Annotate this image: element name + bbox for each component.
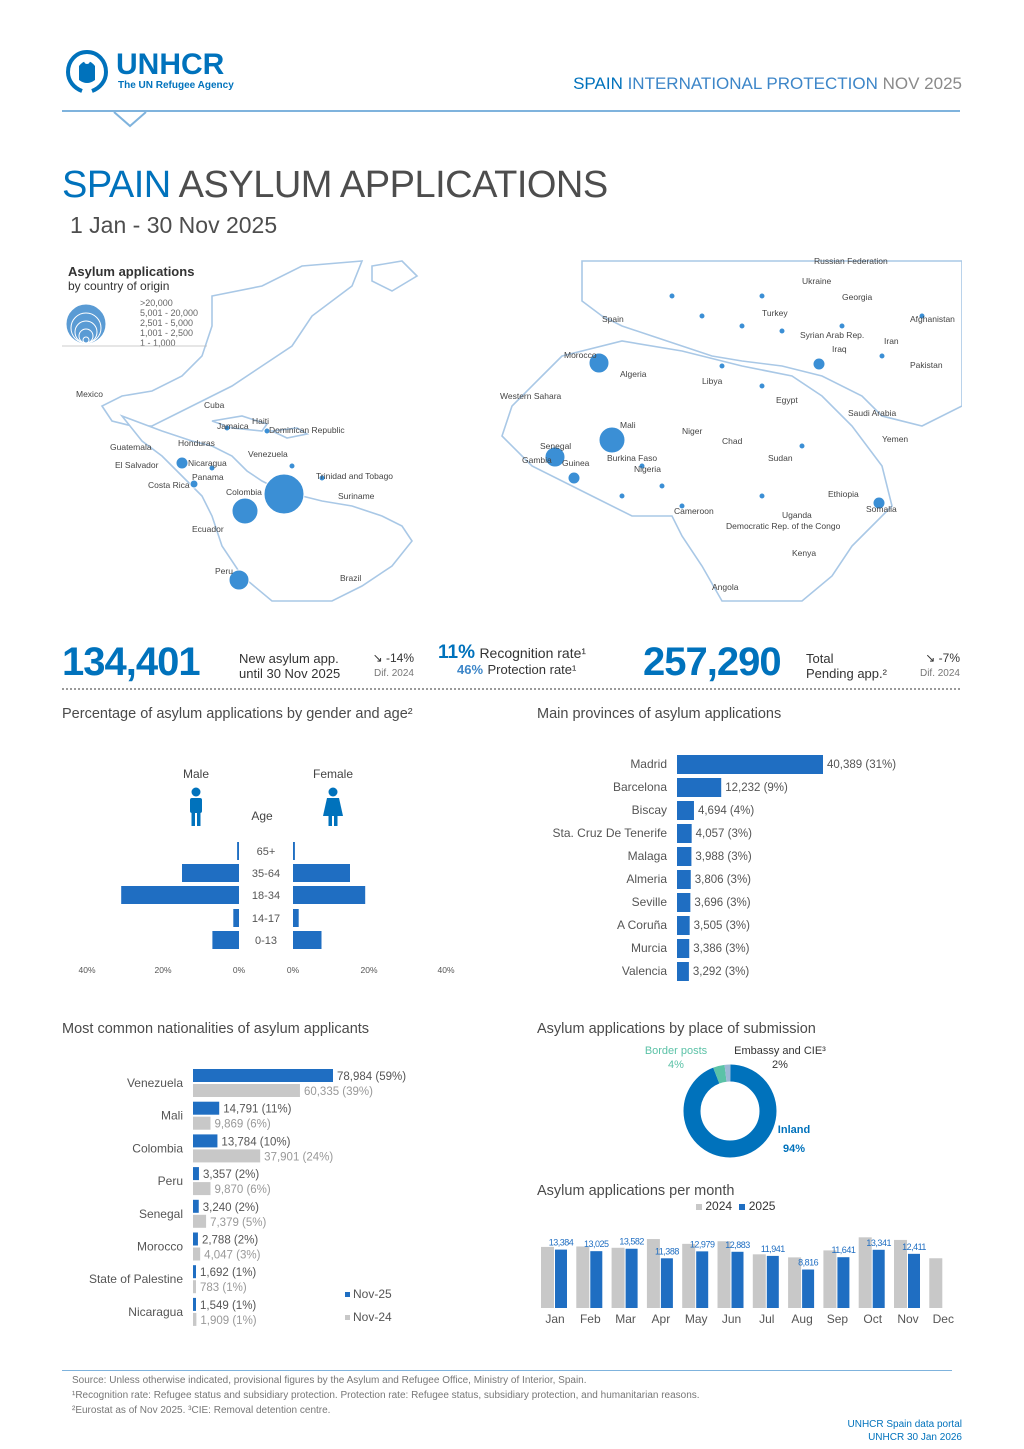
nationality-bar-2024	[193, 1084, 300, 1097]
header-rule	[62, 110, 960, 112]
month-bar-2024	[929, 1258, 942, 1308]
month-label: May	[684, 1312, 708, 1326]
province-value: 3,806 (3%)	[694, 874, 752, 886]
month-label: Aug	[791, 1312, 813, 1326]
nationality-bar-2025	[193, 1102, 219, 1115]
nationality-bar-2025	[193, 1298, 196, 1311]
province-name: A Coruña	[616, 918, 667, 932]
month-bar-2024	[718, 1241, 731, 1308]
stat-rates	[438, 642, 587, 678]
month-bar-2025	[837, 1257, 849, 1308]
legend-item-3: 2,501 - 5,000	[140, 318, 194, 328]
month-bar-2025	[555, 1250, 567, 1308]
map-legend-labels	[140, 298, 198, 348]
header-notch	[112, 110, 148, 128]
gender-age-title: Percentage of asylum applications by gender and age²	[62, 706, 413, 722]
legend-2024-label: 2024	[705, 1199, 733, 1213]
svg-text:Mexico: Mexico	[76, 389, 103, 399]
female-bar-2	[293, 886, 365, 904]
month-value-2025: 13,582	[619, 1236, 644, 1247]
svg-text:Morocco: Morocco	[564, 350, 597, 360]
province-value: 3,292 (3%)	[692, 966, 750, 978]
nationality-name: State of Palestine	[88, 1272, 183, 1287]
svg-text:Guatemala: Guatemala	[110, 442, 152, 452]
logo-subtitle: The UN Refugee Agency	[118, 80, 234, 91]
nationality-value-2025: 13,784 (10%)	[221, 1136, 291, 1149]
down-arrow-icon: ↘	[925, 651, 936, 665]
svg-text:Colombia: Colombia	[226, 487, 262, 497]
monthly-legend	[696, 1199, 775, 1213]
legend-item-2: 5,001 - 20,000	[140, 308, 199, 318]
nationality-value-2024: 4,047 (3%)	[204, 1249, 261, 1262]
month-bar-2025	[873, 1250, 885, 1308]
svg-text:Libya: Libya	[702, 376, 723, 386]
province-bar	[677, 847, 691, 866]
month-value-2025: 8,816	[798, 1257, 819, 1268]
footer-credits	[848, 1418, 963, 1444]
month-value-2025: 11,641	[831, 1245, 856, 1256]
nationality-value-2024: 37,901 (24%)	[264, 1151, 334, 1164]
donut-slice-inland	[692, 1073, 768, 1149]
submission-title: Asylum applications by place of submission	[537, 1021, 816, 1037]
nationality-bar-2025	[193, 1167, 199, 1180]
svg-text:Cameroon: Cameroon	[674, 506, 714, 516]
svg-text:Senegal: Senegal	[540, 441, 572, 451]
age-group-label: 18-34	[251, 890, 281, 902]
province-value: 3,505 (3%)	[693, 920, 750, 932]
month-bar-2025	[732, 1252, 744, 1308]
gender-axis-ticks	[78, 965, 454, 975]
nationality-name: Colombia	[132, 1141, 183, 1156]
month-bar-2025	[661, 1258, 673, 1308]
embassy-label: Embassy and CIE³	[734, 1045, 826, 1057]
province-value: 3,386 (3%)	[693, 943, 750, 955]
border-posts-label: Border posts	[644, 1045, 708, 1057]
nationality-bar-2024	[193, 1117, 210, 1130]
svg-text:Syrian Arab Rep.: Syrian Arab Rep.	[800, 330, 865, 340]
svg-text:Yemen: Yemen	[882, 434, 909, 444]
province-value: 40,389 (31%)	[827, 759, 897, 771]
nationality-value-2024: 9,869 (6%)	[214, 1118, 271, 1131]
month-label: Dec	[932, 1312, 954, 1326]
recognition-rate-label: Recognition rate¹	[479, 645, 587, 661]
svg-text:Egypt: Egypt	[776, 395, 798, 405]
age-group-label: 35-64	[251, 868, 281, 880]
province-name: Valencia	[621, 964, 667, 978]
nationality-value-2025: 1,692 (1%)	[200, 1267, 257, 1280]
svg-text:Trinidad and Tobago: Trinidad and Tobago	[316, 471, 394, 481]
svg-text:Guinea: Guinea	[562, 458, 590, 468]
male-label: Male	[182, 767, 210, 781]
svg-text:Turkey: Turkey	[762, 308, 788, 318]
province-bar	[677, 962, 689, 981]
legend-nov25: Nov-25	[353, 1287, 392, 1301]
nationality-bar-2024	[193, 1280, 196, 1293]
month-value-2025: 13,384	[548, 1237, 574, 1248]
svg-text:0%: 0%	[286, 965, 300, 975]
svg-text:Western Sahara: Western Sahara	[500, 391, 562, 401]
svg-text:Peru: Peru	[215, 566, 233, 576]
stat-new-applications: 134,401	[62, 640, 200, 684]
province-name: Seville	[631, 895, 667, 909]
province-name: Malaga	[627, 849, 667, 863]
age-group-label: 0-13	[254, 935, 278, 947]
province-name: Sta. Cruz De Tenerife	[552, 826, 667, 840]
svg-text:Niger: Niger	[682, 426, 703, 436]
legend-item-5: 1 - 1,000	[140, 338, 176, 348]
nationality-bar-2024	[193, 1149, 260, 1162]
legend-2025-swatch	[739, 1204, 745, 1210]
nationality-bar-2024	[193, 1313, 196, 1326]
legend-nov24: Nov-24	[353, 1310, 392, 1324]
map-legend-subtitle: by country of origin	[68, 279, 170, 293]
month-bar-2024	[682, 1244, 695, 1308]
svg-text:40%: 40%	[437, 965, 455, 975]
month-bar-2024	[576, 1246, 589, 1308]
page-period: 1 Jan - 30 Nov 2025	[70, 212, 278, 238]
month-label: Sep	[826, 1312, 849, 1326]
svg-text:Chad: Chad	[722, 436, 743, 446]
month-label: Jun	[721, 1312, 742, 1326]
province-bar	[677, 755, 823, 774]
monthly-title: Asylum applications per month	[537, 1183, 735, 1199]
stat-pending-label: Total Pending app.²	[806, 651, 887, 681]
month-label: Feb	[579, 1312, 601, 1326]
title-country: SPAIN	[62, 164, 171, 206]
province-name: Barcelona	[612, 780, 667, 794]
svg-text:Ethiopia: Ethiopia	[828, 489, 859, 499]
svg-text:Venezuela: Venezuela	[248, 449, 288, 459]
month-bar-2024	[612, 1248, 625, 1308]
stat-pending-diff: ↘ -7% Dif. 2024	[919, 651, 960, 679]
gender-age-chart	[62, 738, 482, 988]
svg-text:Nicaragua: Nicaragua	[188, 458, 227, 468]
province-value: 12,232 (9%)	[725, 782, 788, 794]
province-bar	[677, 778, 721, 797]
bubble-colombia	[232, 498, 258, 524]
svg-text:Jamaica: Jamaica	[217, 421, 249, 431]
svg-text:20%: 20%	[154, 965, 172, 975]
stat-new-applications-diff: ↘ -14% Dif. 2024	[372, 651, 414, 679]
nationality-value-2024: 783 (1%)	[200, 1282, 247, 1295]
map-legend-title: Asylum applications	[68, 264, 195, 279]
svg-text:Spain: Spain	[602, 314, 624, 324]
age-group-label: 14-17	[251, 913, 281, 925]
svg-text:Nigeria: Nigeria	[634, 464, 661, 474]
female-bar-1	[293, 864, 350, 882]
male-bar-0	[237, 842, 239, 860]
footer-rule	[62, 1370, 952, 1371]
border-posts-pct: 4%	[668, 1059, 684, 1071]
age-label: Age	[251, 809, 273, 823]
female-label: Female	[312, 767, 354, 781]
nationality-value-2025: 3,357 (2%)	[202, 1169, 260, 1182]
province-bar	[677, 893, 690, 912]
male-icon	[190, 788, 202, 827]
month-bar-2025	[590, 1251, 602, 1308]
protection-rate-label: Protection rate¹	[487, 662, 577, 677]
month-bar-2024	[541, 1247, 554, 1308]
svg-text:Ukraine: Ukraine	[802, 276, 832, 286]
female-bar-0	[293, 842, 295, 860]
nationality-bar-2024	[193, 1215, 206, 1228]
down-arrow-icon: ↘	[372, 651, 383, 665]
province-value: 4,694 (4%)	[697, 805, 755, 817]
svg-text:Saudi Arabia: Saudi Arabia	[848, 408, 897, 418]
map-legend-circles	[66, 304, 106, 344]
month-bar-2024	[753, 1254, 766, 1308]
svg-text:Somalia: Somalia	[866, 504, 897, 514]
provinces-title: Main provinces of asylum applications	[537, 706, 782, 722]
footer-portal-link[interactable]: UNHCR Spain data portal	[847, 1419, 962, 1430]
recognition-rate-value: 11%	[438, 642, 475, 663]
footer-notes	[72, 1373, 700, 1418]
unhcr-emblem-icon	[62, 48, 112, 94]
month-value-2025: 13,025	[584, 1239, 609, 1250]
stats-divider	[62, 688, 960, 690]
logo-name: UNHCR	[116, 48, 225, 81]
footer-source: Source: Unless otherwise indicated, provisional figures by the Asylum and Refugee Office, Ministry of Interior, Spain.	[72, 1375, 587, 1386]
nationality-value-2025: 3,240 (2%)	[202, 1201, 260, 1214]
svg-text:Suriname: Suriname	[338, 491, 375, 501]
province-value: 3,988 (3%)	[695, 851, 752, 863]
inland-pct: 94%	[782, 1143, 806, 1155]
svg-text:Ecuador: Ecuador	[192, 524, 224, 534]
nationality-bar-2025	[193, 1069, 333, 1082]
svg-text:Brazil: Brazil	[340, 573, 362, 583]
svg-text:Pakistan: Pakistan	[910, 360, 943, 370]
month-label: Jan	[545, 1312, 565, 1326]
nationality-bar-2024	[193, 1182, 210, 1195]
province-value: 3,696 (3%)	[694, 897, 751, 909]
legend-2025-label: 2025	[748, 1199, 776, 1213]
male-bar-3	[233, 909, 239, 927]
nationality-name: Mali	[160, 1108, 183, 1123]
nationality-value-2025: 1,549 (1%)	[200, 1299, 257, 1312]
svg-text:40%: 40%	[78, 965, 96, 975]
svg-text:Honduras: Honduras	[178, 438, 215, 448]
nationality-name: Peru	[157, 1174, 183, 1189]
footer-note-1: ¹Recognition rate: Refugee status and subsidiary protection. Protection rate: Refugee status, subsidiary protection, and humanitarian reasons.	[72, 1390, 700, 1401]
month-bar-2025	[696, 1251, 708, 1308]
tag-date: NOV 2025	[882, 74, 962, 93]
footer-date: UNHCR 30 Jan 2026	[868, 1432, 962, 1443]
svg-text:Sudan: Sudan	[768, 453, 793, 463]
province-bar	[677, 939, 689, 958]
province-name: Almeria	[626, 872, 667, 886]
province-bar	[677, 870, 691, 889]
month-label: Jul	[759, 1312, 775, 1326]
province-bar	[677, 824, 692, 843]
svg-text:Panama: Panama	[192, 472, 224, 482]
bubble-venezuela	[264, 474, 304, 514]
nationality-bar-2025	[193, 1265, 196, 1278]
svg-text:Burkina Faso: Burkina Faso	[607, 453, 658, 463]
province-name: Madrid	[630, 757, 667, 771]
nationality-value-2025: 14,791 (11%)	[223, 1103, 292, 1116]
monthly-chart	[537, 1212, 962, 1332]
bubble-mali	[599, 427, 625, 453]
province-name: Biscay	[631, 803, 667, 817]
svg-text:Mali: Mali	[620, 420, 636, 430]
province-name: Murcia	[630, 941, 667, 955]
month-value-2025: 11,388	[654, 1246, 679, 1257]
month-label: Oct	[863, 1312, 883, 1326]
province-bar	[677, 801, 694, 820]
map-africa-eurasia	[502, 261, 962, 601]
svg-text:20%: 20%	[360, 965, 378, 975]
inland-label: Inland	[777, 1124, 811, 1136]
nationality-value-2024: 9,870 (6%)	[214, 1184, 271, 1197]
tag-topic: INTERNATIONAL PROTECTION	[622, 74, 883, 93]
nationalities-title: Most common nationalities of asylum applicants	[62, 1021, 370, 1037]
female-bar-4	[293, 931, 322, 949]
month-label: Nov	[897, 1312, 919, 1326]
month-value-2025: 12,979	[689, 1239, 715, 1250]
nationality-value-2024: 60,335 (39%)	[303, 1086, 373, 1098]
month-value-2025: 12,883	[725, 1239, 750, 1250]
provinces-chart	[537, 748, 960, 988]
protection-rate-value: 46%	[457, 662, 484, 677]
stat-new-applications-label: New asylum app. until 30 Nov 2025	[239, 651, 341, 681]
nationality-name: Morocco	[136, 1239, 183, 1254]
legend-item-1: >20,000	[140, 298, 173, 308]
age-group-label: 65+	[256, 846, 276, 858]
nationality-bar-2025	[193, 1200, 199, 1213]
month-bar-2025	[626, 1249, 638, 1308]
svg-text:Russian Federation: Russian Federation	[814, 256, 888, 266]
month-bar-2025	[802, 1270, 814, 1308]
svg-text:Gambia: Gambia	[522, 455, 552, 465]
svg-text:Iran: Iran	[884, 336, 899, 346]
report-tag	[573, 74, 962, 94]
svg-text:Angola: Angola	[712, 582, 739, 592]
svg-text:Democratic Rep. of the Congo: Democratic Rep. of the Congo	[726, 521, 841, 531]
nationality-bar-2025	[193, 1233, 198, 1246]
nationality-value-2025: 78,984 (59%)	[337, 1071, 407, 1083]
unhcr-logo	[62, 48, 252, 96]
nationality-name: Nicaragua	[128, 1304, 183, 1319]
month-bar-2025	[908, 1254, 920, 1308]
svg-text:Dominican Republic: Dominican Republic	[269, 425, 345, 435]
tag-country: SPAIN	[573, 74, 623, 93]
month-value-2025: 12,411	[902, 1241, 926, 1252]
footer-note-2: ²Eurostat as of Nov 2025. ³CIE: Removal detention centre.	[72, 1405, 331, 1416]
svg-text:Afghanistan: Afghanistan	[910, 314, 955, 324]
svg-text:Georgia: Georgia	[842, 292, 873, 302]
svg-text:El Salvador: El Salvador	[115, 460, 159, 470]
svg-text:Uganda: Uganda	[782, 510, 812, 520]
nationality-bar-2025	[193, 1134, 217, 1147]
page-title	[62, 164, 608, 207]
svg-text:Algeria: Algeria	[620, 369, 647, 379]
svg-text:Haiti: Haiti	[252, 416, 270, 426]
nationality-value-2025: 2,788 (2%)	[201, 1234, 259, 1247]
stat-pending: 257,290	[643, 640, 781, 684]
svg-text:Costa Rica: Costa Rica	[148, 480, 190, 490]
month-bar-2024	[859, 1237, 872, 1308]
province-bar	[677, 916, 690, 935]
month-bar-2025	[767, 1256, 779, 1308]
legend-2024-swatch	[696, 1204, 702, 1210]
title-rest: ASYLUM APPLICATIONS	[170, 164, 608, 206]
legend-item-4: 1,001 - 2,500	[140, 328, 194, 338]
month-bar-2024	[823, 1250, 836, 1308]
nationality-name: Venezuela	[126, 1076, 183, 1090]
province-value: 4,057 (3%)	[695, 828, 752, 840]
nationality-value-2024: 1,909 (1%)	[200, 1314, 257, 1327]
nationality-name: Senegal	[138, 1206, 183, 1221]
submission-donut-chart	[600, 1040, 900, 1160]
nationality-bar-2024	[193, 1248, 200, 1261]
svg-text:Cuba: Cuba	[204, 400, 225, 410]
nationalities-chart	[62, 1062, 502, 1332]
svg-text:Kenya: Kenya	[792, 548, 817, 558]
month-label: Apr	[651, 1312, 671, 1326]
month-value-2025: 11,941	[760, 1243, 785, 1254]
svg-text:0%: 0%	[232, 965, 246, 975]
male-bar-2	[121, 886, 239, 904]
svg-text:Iraq: Iraq	[832, 344, 847, 354]
month-label: Mar	[615, 1312, 636, 1326]
male-bar-4	[212, 931, 239, 949]
male-bar-1	[182, 864, 239, 882]
month-value-2025: 13,341	[866, 1237, 891, 1248]
origin-map	[62, 256, 962, 606]
female-icon	[323, 788, 343, 827]
nationality-value-2024: 7,379 (5%)	[210, 1216, 267, 1229]
embassy-pct: 2%	[772, 1059, 788, 1071]
female-bar-3	[293, 909, 299, 927]
